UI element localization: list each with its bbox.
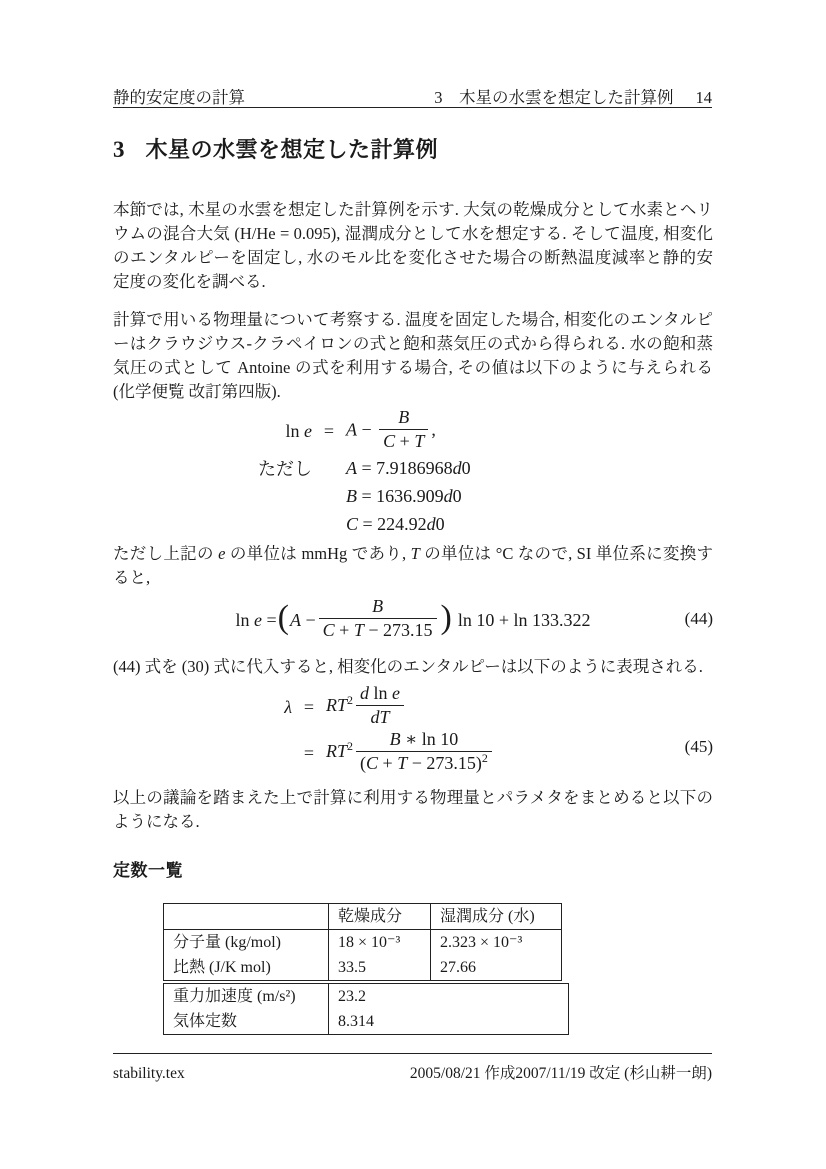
fraction-denominator: C + T <box>379 429 428 452</box>
page-header <box>113 84 712 108</box>
equation-44-body: ln e = ( A − $\frac{B}{C + T - 273.15}$ ) ln 10 + ln 133.322 <box>235 595 591 640</box>
paragraph-method: 計算で用いる物理量について考察する. 温度を固定した場合, 相変化のエンタルピーはクラウジウス-クラペイロンの式と飽和蒸気圧の式から得られる. 水の飽和蒸気圧の式として Antoine の式を利用する場合, その値は以下のように与えられる (化学便覧 改訂第四版). <box>113 310 713 401</box>
fraction-numerator: B <box>372 595 384 616</box>
table-row-specific-heat <box>164 955 562 981</box>
cell-value: 8.314 <box>329 1009 569 1035</box>
section-title: 木星の水雲を想定した計算例 <box>145 137 439 162</box>
cell-wet-value: 27.66 <box>431 955 562 981</box>
equation-45-rows <box>85 684 685 776</box>
constant-a: A = 7.9186968d0 <box>346 457 471 478</box>
eq44-lhs: ln e = <box>235 609 277 630</box>
eq-rhs <box>346 406 536 454</box>
equation-45-line1 <box>85 684 685 730</box>
paragraph-units: ただし上記の e の単位は mmHg であり, T の単位は °C なので, SI 単位系に変換すると, <box>113 544 713 587</box>
equation-45-line2 <box>85 730 685 776</box>
row-label: 重力加速度 (m/s²) <box>173 988 296 1005</box>
table-row-molecular-weight <box>164 930 562 956</box>
header-left-title: 静的安定度の計算 <box>113 88 245 107</box>
cell-wet-value: 2.323 × 10⁻³ <box>431 930 562 956</box>
constants-heading: 定数一覧 <box>113 861 183 880</box>
eq-rhs <box>326 728 556 776</box>
section-number: 3 <box>113 137 125 162</box>
fraction-denominator: C + T − 273.15 <box>319 618 437 641</box>
equation-45 <box>113 684 713 776</box>
constant-c: C = 224.92d0 <box>346 513 445 534</box>
eq-rhs-pre: A − <box>346 419 377 440</box>
table-row-gas-constant <box>164 1009 569 1035</box>
fraction <box>379 407 428 452</box>
row-label: 比熱 (J/K mol) <box>173 959 271 976</box>
header-section-title: 3 木星の水雲を想定した計算例 <box>434 88 674 107</box>
cell-dry-value: 33.5 <box>329 955 431 981</box>
fraction <box>356 683 404 728</box>
eq-rhs-pre: $RT^2$ <box>326 693 354 716</box>
constants-table-area <box>163 903 569 1035</box>
fraction-denominator: $(C + T - 273.15)^2$ <box>356 751 492 774</box>
eq-lhs: λ <box>284 696 292 717</box>
eq-relation: = <box>323 420 335 441</box>
equation-antoine-rows <box>85 408 685 538</box>
fraction-numerator: d ln e <box>360 682 401 703</box>
eq44-pre: A − <box>290 609 316 630</box>
fraction-numerator: B <box>398 406 410 427</box>
where-label: ただし <box>258 459 312 479</box>
fraction <box>319 596 437 641</box>
equation-antoine-const-b <box>85 482 685 510</box>
table-header-wet: 湿潤成分 (水) <box>431 904 562 930</box>
eq-rhs-comma: , <box>431 419 436 440</box>
fraction-numerator: B ∗ ln 10 <box>389 728 459 749</box>
equation-antoine-main <box>85 408 685 454</box>
table-header-row <box>164 904 562 930</box>
equation-antoine <box>113 408 713 538</box>
paragraph-summary: 以上の議論を踏まえた上で計算に利用する物理量とパラメタをまとめると以下のようになる. <box>113 788 713 831</box>
table-header-blank <box>164 904 329 930</box>
section-heading <box>113 133 438 164</box>
equation-number-44: (44) <box>684 609 713 628</box>
header-right <box>434 84 712 108</box>
paragraph-substitution: (44) 式を (30) 式に代入すると, 相変化のエンタルピーは以下のように表現される. <box>113 657 703 676</box>
paragraph-intro: 本節では, 木星の水雲を想定した計算例を示す. 大気の乾燥成分として水素とヘリウムの混合大気 (H/He = 0.095), 湿潤成分として水を想定する. そして温度, 相変化のエンタルピーを固定し, 水のモル比を変化させた場合の断熱温度減率と静的安定度の変化を調べる. <box>113 200 713 291</box>
constants-table-main <box>163 903 562 981</box>
footer-filename: stability.tex <box>113 1065 185 1082</box>
constant-b: B = 1636.909d0 <box>346 485 462 506</box>
eq44-post: ln 10 + ln 133.322 <box>457 609 591 630</box>
table-row-gravity <box>164 984 569 1010</box>
row-label: 気体定数 <box>173 1013 238 1030</box>
eq-rhs <box>326 682 556 730</box>
table-header-dry: 乾燥成分 <box>329 904 431 930</box>
header-rule <box>113 107 712 108</box>
equation-antoine-where <box>85 454 685 482</box>
constants-table-extra <box>163 983 569 1035</box>
eq-relation: = <box>303 742 315 763</box>
eq-relation: = <box>303 696 315 717</box>
eq-rhs-pre: $RT^2$ <box>326 739 354 762</box>
footer-dates: 2005/08/21 作成2007/11/19 改定 (杉山耕一朗) <box>409 1065 712 1082</box>
equation-antoine-const-c <box>85 510 685 538</box>
eq-lhs: ln e <box>285 420 312 441</box>
fraction <box>356 729 492 774</box>
cell-dry-value: 18 × 10⁻³ <box>329 930 431 956</box>
equation-44 <box>113 596 713 644</box>
fraction-denominator: dT <box>356 705 404 728</box>
equation-number-45: (45) <box>684 737 713 756</box>
cell-value: 23.2 <box>329 984 569 1010</box>
row-label: 分子量 (kg/mol) <box>173 934 281 951</box>
header-page-number: 14 <box>695 88 712 107</box>
page-footer <box>113 1053 712 1083</box>
